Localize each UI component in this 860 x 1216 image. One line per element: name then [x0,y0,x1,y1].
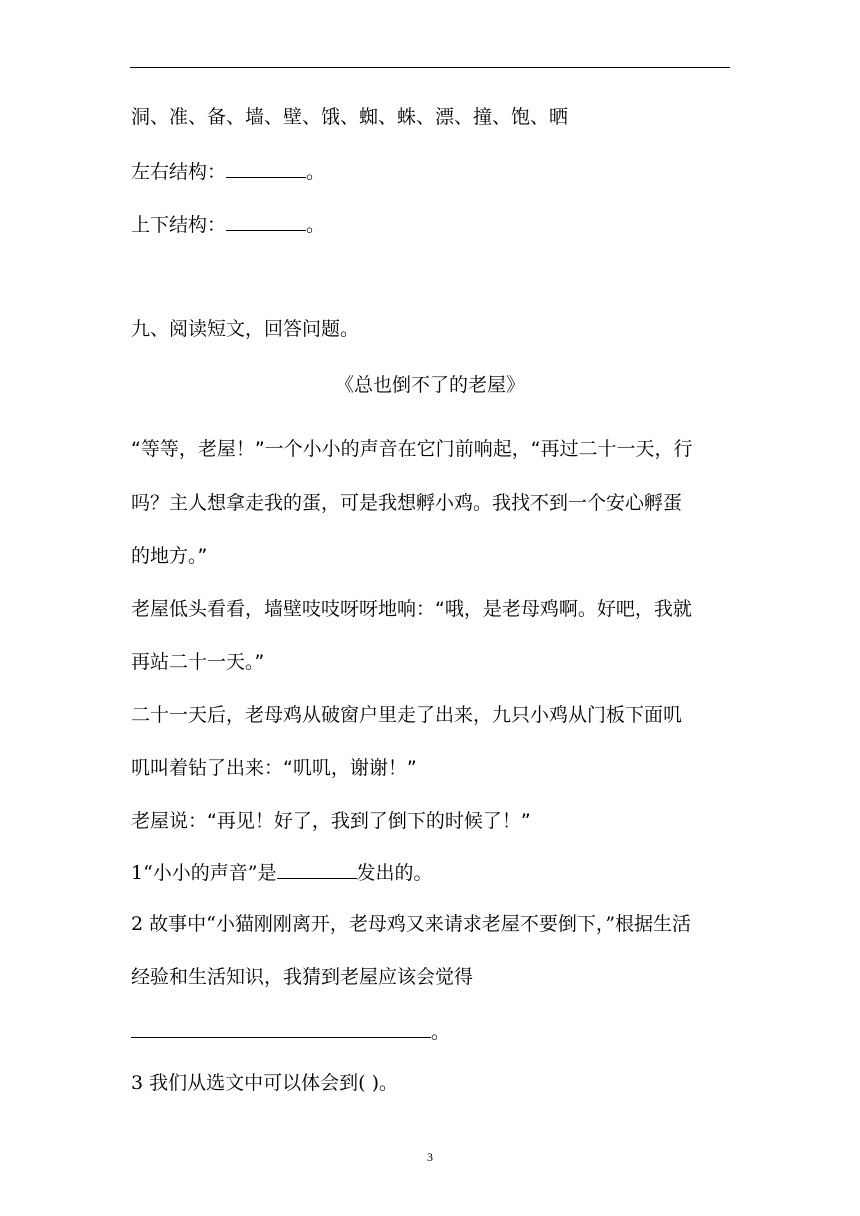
question-1 [131,858,433,886]
question-2-blank[interactable] [131,1017,431,1038]
paragraph-line: 吗？主人想拿走我的蛋，可是我想孵小鸡。我找不到一个安心孵蛋 [131,492,683,514]
top-bottom-label: 上下结构： [131,214,227,236]
left-right-blank[interactable] [226,157,306,178]
chars-line: 洞、准、备、墙、壁、饿、蜘、蛛、漂、撞、饱、晒 [131,106,569,128]
question-1-suffix: 发出的。 [356,862,433,884]
question-2-line-1: 2 故事中“小猫刚刚离开，老母鸡又来请求老屋不要倒下，”根据生活 [131,913,692,935]
period: 。 [306,214,326,236]
question-1-blank[interactable] [277,858,357,879]
question-2-answer-line [131,1017,450,1045]
paragraph-line: 叽叫着钻了出来：“叽叽，谢谢！” [131,757,417,779]
question-2-line-2: 经验和生活知识，我猜到老屋应该会觉得 [131,966,474,988]
section-title: 九、阅读短文，回答问题。 [131,318,360,340]
paragraph-line: 老屋说：“再见！好了，我到了倒下的时候了！” [131,810,531,832]
paragraph-line: 再站二十一天。” [131,651,265,673]
top-bottom-blank[interactable] [226,210,306,231]
period: 。 [431,1021,451,1043]
question-1-prefix: 1“小小的声音”是 [131,862,277,884]
paragraph-line: “等等，老屋！”一个小小的声音在它门前响起，“再过二十一天，行 [131,438,693,460]
question-3: 3 我们从选文中可以体会到( )。 [131,1072,398,1094]
header-rule [130,67,730,68]
period: 。 [306,161,326,183]
paragraph-line: 的地方。” [131,545,208,567]
left-right-label: 左右结构： [131,161,227,183]
top-bottom-structure-line [131,210,325,238]
paragraph-line: 老屋低头看看，墙壁吱吱呀呀地响：“哦，是老母鸡啊。好吧，我就 [131,598,692,620]
page-number: 3 [427,1150,433,1164]
article-title: 《总也倒不了的老屋》 [334,374,525,396]
paragraph-line: 二十一天后，老母鸡从破窗户里走了出来，九只小鸡从门板下面叽 [131,704,683,726]
left-right-structure-line [131,157,325,185]
